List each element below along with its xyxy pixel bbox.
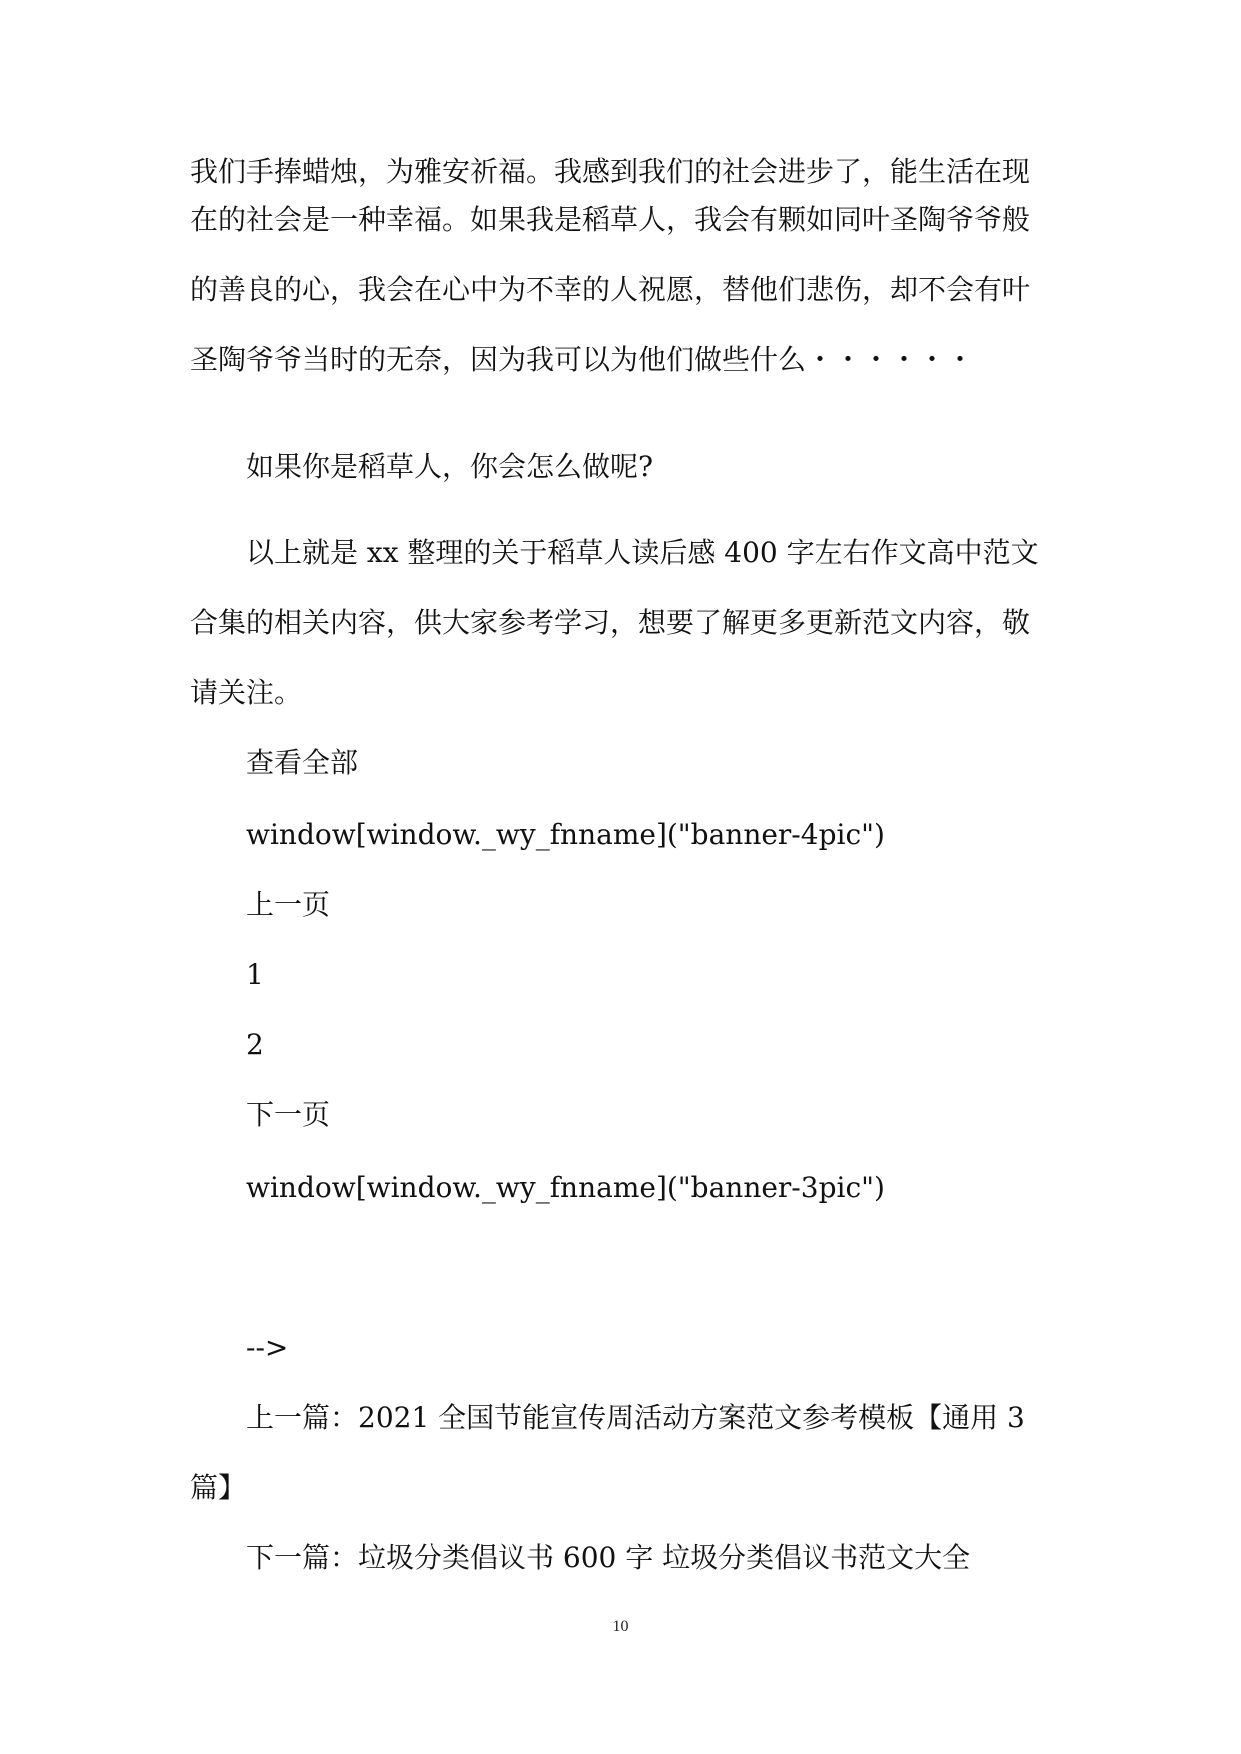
page-number: 10 (612, 1618, 629, 1635)
paragraph-line: 合集的相关内容，供大家参考学习，想要了解更多更新范文内容，敬 (190, 606, 1031, 639)
view-all-link[interactable]: 查看全部 (246, 746, 359, 779)
paragraph-line: 以上就是 xx 整理的关于稻草人读后感 400 字左右作文高中范文 (246, 536, 1039, 569)
next-page-link[interactable]: 下一页 (246, 1098, 331, 1131)
script-text: window[window._wy_fnname]("banner-4pic") (246, 818, 885, 851)
paragraph-line: 请关注。 (190, 676, 303, 709)
prev-page-link[interactable]: 上一页 (246, 888, 331, 921)
page-2-link[interactable]: 2 (246, 1028, 264, 1061)
comment-close-text: --> (246, 1331, 289, 1364)
prev-article-link-continued[interactable]: 篇】 (190, 1471, 247, 1504)
question-paragraph: 如果你是稻草人，你会怎么做呢? (246, 450, 654, 483)
page-1-link[interactable]: 1 (246, 958, 264, 991)
prev-article-link[interactable]: 上一篇：2021 全国节能宣传周活动方案范文参考模板【通用 3 (246, 1401, 1025, 1434)
next-article-link[interactable]: 下一篇：垃圾分类倡议书 600 字 垃圾分类倡议书范文大全 (246, 1541, 971, 1574)
script-text: window[window._wy_fnname]("banner-3pic") (246, 1171, 885, 1204)
paragraph-line: 圣陶爷爷当时的无奈，因为我可以为他们做些什么・・・・・・ (190, 343, 975, 376)
paragraph-line: 我们手捧蜡烛，为雅安祈福。我感到我们的社会进步了，能生活在现 (190, 155, 1031, 188)
paragraph-line: 的善良的心，我会在心中为不幸的人祝愿，替他们悲伤，却不会有叶 (190, 273, 1031, 306)
paragraph-line: 在的社会是一种幸福。如果我是稻草人，我会有颗如同叶圣陶爷爷般 (190, 203, 1031, 236)
